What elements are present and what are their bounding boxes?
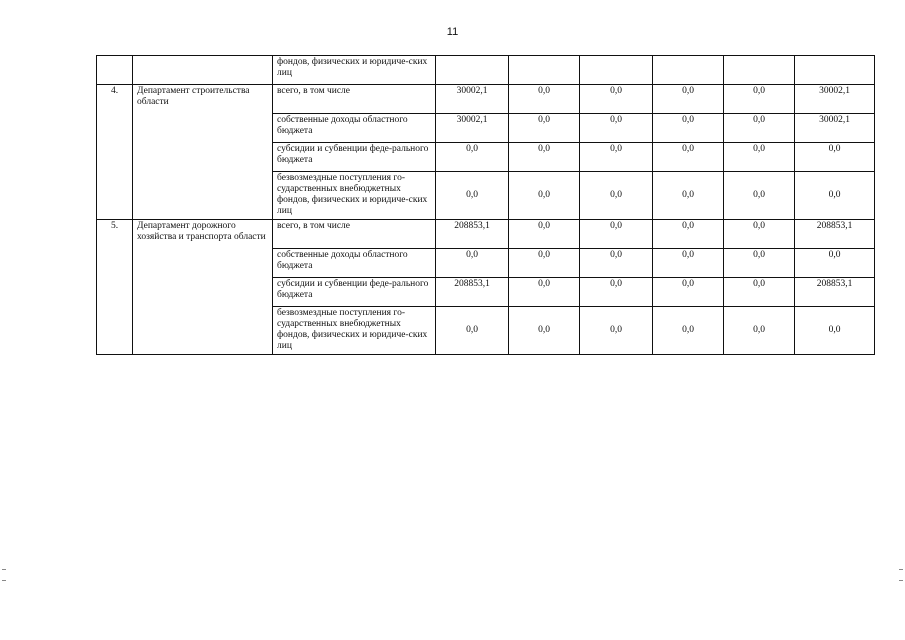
number-cell — [97, 56, 133, 85]
value-cell: 0,0 — [653, 278, 724, 307]
value-cell: 0,0 — [509, 249, 580, 278]
value-cell — [653, 56, 724, 85]
organization-cell: Департамент строительства области — [133, 85, 273, 220]
value-cell: 0,0 — [795, 143, 875, 172]
value-cell: 0,0 — [795, 249, 875, 278]
organization-cell: Департамент дорожного хозяйства и транспорта области — [133, 220, 273, 355]
source-cell: безвозмездные поступления го-сударственных внебюджетных фондов, физических и юридиче-ских лиц — [273, 307, 436, 355]
value-cell: 0,0 — [653, 143, 724, 172]
value-cell: 0,0 — [724, 220, 795, 249]
value-cell: 0,0 — [653, 220, 724, 249]
value-cell — [795, 56, 875, 85]
value-cell: 208853,1 — [436, 278, 509, 307]
value-cell: 0,0 — [436, 249, 509, 278]
value-cell: 0,0 — [724, 307, 795, 355]
source-cell: собственные доходы областного бюджета — [273, 249, 436, 278]
value-cell: 0,0 — [653, 172, 724, 220]
value-cell: 0,0 — [724, 172, 795, 220]
value-cell: 0,0 — [653, 85, 724, 114]
source-cell: субсидии и субвенции феде-рального бюджета — [273, 143, 436, 172]
scan-mark — [899, 580, 903, 581]
value-cell: 0,0 — [509, 85, 580, 114]
value-cell: 0,0 — [580, 172, 653, 220]
value-cell: 0,0 — [509, 114, 580, 143]
organization-cell — [133, 56, 273, 85]
number-cell: 4. — [97, 85, 133, 220]
source-cell: всего, в том числе — [273, 220, 436, 249]
value-cell: 0,0 — [580, 278, 653, 307]
value-cell — [580, 56, 653, 85]
value-cell: 208853,1 — [436, 220, 509, 249]
value-cell: 0,0 — [653, 114, 724, 143]
value-cell: 208853,1 — [795, 220, 875, 249]
value-cell: 0,0 — [436, 172, 509, 220]
value-cell — [724, 56, 795, 85]
value-cell — [509, 56, 580, 85]
value-cell: 0,0 — [580, 85, 653, 114]
budget-table — [96, 55, 875, 355]
scan-mark — [2, 580, 6, 581]
source-cell: фондов, физических и юридиче-ских лиц — [273, 56, 436, 85]
source-cell: безвозмездные поступления го-сударственных внебюджетных фондов, физических и юридиче-ских лиц — [273, 172, 436, 220]
value-cell: 0,0 — [653, 249, 724, 278]
value-cell: 0,0 — [724, 278, 795, 307]
table-row — [97, 56, 875, 85]
value-cell — [436, 56, 509, 85]
value-cell: 0,0 — [795, 172, 875, 220]
value-cell: 0,0 — [724, 114, 795, 143]
source-cell: всего, в том числе — [273, 85, 436, 114]
value-cell: 0,0 — [580, 220, 653, 249]
value-cell: 0,0 — [580, 307, 653, 355]
value-cell: 0,0 — [509, 143, 580, 172]
value-cell: 0,0 — [795, 307, 875, 355]
table-row — [97, 85, 875, 114]
value-cell: 0,0 — [653, 307, 724, 355]
value-cell: 0,0 — [509, 307, 580, 355]
value-cell: 0,0 — [580, 114, 653, 143]
value-cell: 30002,1 — [795, 85, 875, 114]
scan-mark — [2, 569, 6, 570]
table-row — [97, 220, 875, 249]
value-cell: 0,0 — [724, 143, 795, 172]
value-cell: 30002,1 — [436, 85, 509, 114]
source-cell: собственные доходы областного бюджета — [273, 114, 436, 143]
value-cell: 0,0 — [580, 249, 653, 278]
value-cell: 30002,1 — [436, 114, 509, 143]
page-number: 11 — [446, 26, 459, 38]
value-cell: 0,0 — [436, 143, 509, 172]
value-cell: 0,0 — [509, 278, 580, 307]
value-cell: 0,0 — [509, 172, 580, 220]
value-cell: 0,0 — [509, 220, 580, 249]
value-cell: 0,0 — [436, 307, 509, 355]
value-cell: 0,0 — [724, 85, 795, 114]
value-cell: 30002,1 — [795, 114, 875, 143]
value-cell: 0,0 — [724, 249, 795, 278]
scan-mark — [899, 569, 903, 570]
number-cell: 5. — [97, 220, 133, 355]
source-cell: субсидии и субвенции феде-рального бюджета — [273, 278, 436, 307]
value-cell: 208853,1 — [795, 278, 875, 307]
value-cell: 0,0 — [580, 143, 653, 172]
